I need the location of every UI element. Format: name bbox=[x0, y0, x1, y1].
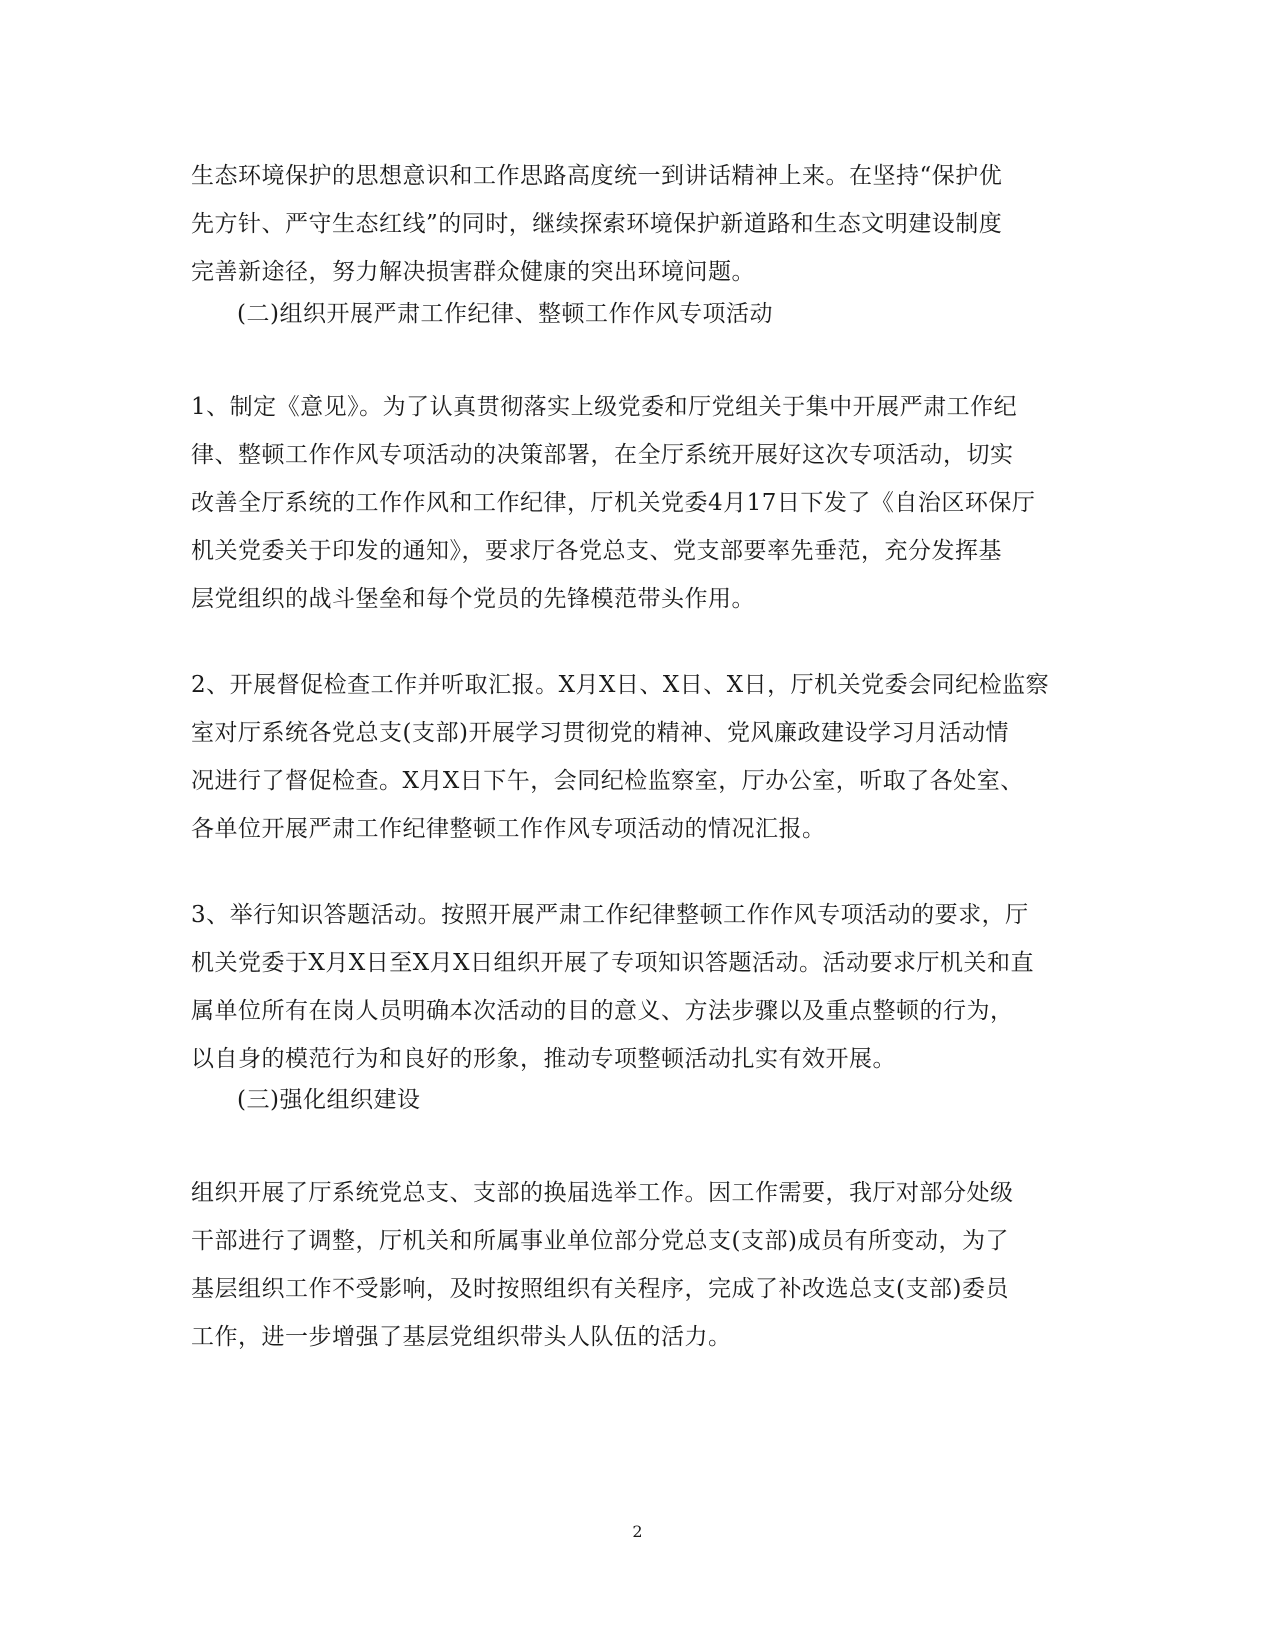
page-number: 2 bbox=[632, 1522, 643, 1541]
paragraph-line: 机关党委于X月X日至X月X日组织开展了专项知识答题活动。活动要求厅机关和直 bbox=[191, 950, 1034, 976]
paragraph-line: 属单位所有在岗人员明确本次活动的目的意义、方法步骤以及重点整顿的行为， bbox=[191, 998, 1014, 1024]
paragraph-line: 以自身的模范行为和良好的形象，推动专项整顿活动扎实有效开展。 bbox=[191, 1046, 896, 1072]
paragraph-line: 律、整顿工作作风专项活动的决策部署，在全厅系统开展好这次专项活动，切实 bbox=[191, 442, 1014, 468]
paragraph-line: 基层组织工作不受影响，及时按照组织有关程序，完成了补改选总支(支部)委员 bbox=[191, 1276, 1009, 1302]
item-1-paragraph bbox=[191, 383, 1071, 623]
paragraph-line: 层党组织的战斗堡垒和每个党员的先锋模范带头作用。 bbox=[191, 586, 755, 612]
paragraph-line: 3、举行知识答题活动。按照开展严肃工作纪律整顿工作作风专项活动的要求，厅 bbox=[191, 902, 1029, 928]
paragraph-line: 况进行了督促检查。X月X日下午，会同纪检监察室，厅办公室，听取了各处室、 bbox=[191, 768, 1024, 794]
item-3-paragraph bbox=[191, 891, 1071, 1083]
paragraph-line: 机关党委关于印发的通知》，要求厅各党总支、党支部要率先垂范，充分发挥基 bbox=[191, 538, 1002, 564]
paragraph-line: 室对厅系统各党总支(支部)开展学习贯彻党的精神、党风廉政建设学习月活动情 bbox=[191, 720, 1009, 746]
paragraph-line: 完善新途径，努力解决损害群众健康的突出环境问题。 bbox=[191, 259, 755, 285]
paragraph-line: 工作，进一步增强了基层党组织带头人队伍的活力。 bbox=[191, 1324, 732, 1350]
paragraph-line: 2、开展督促检查工作并听取汇报。X月X日、X日、X日，厅机关党委会同纪检监察 bbox=[191, 672, 1050, 698]
paragraph-line: 组织开展了厅系统党总支、支部的换届选举工作。因工作需要，我厅对部分处级 bbox=[191, 1180, 1014, 1206]
paragraph-line: 1、制定《意见》。为了认真贯彻落实上级党委和厅党组关于集中开展严肃工作纪 bbox=[191, 394, 1018, 420]
paragraph-line: 干部进行了调整，厅机关和所属事业单位部分党总支(支部)成员有所变动，为了 bbox=[191, 1228, 1009, 1254]
paragraph-line: 先方针、严守生态红线”的同时，继续探索环境保护新道路和生态文明建设制度 bbox=[191, 211, 1003, 237]
item-2-paragraph bbox=[191, 661, 1071, 853]
section-heading-2: (二)组织开展严肃工作纪律、整顿工作作风专项活动 bbox=[237, 301, 773, 327]
paragraph-line: 生态环境保护的思想意识和工作思路高度统一到讲话精神上来。在坚持“保护优 bbox=[191, 163, 1003, 189]
intro-paragraph bbox=[191, 152, 1071, 296]
paragraph-line: 各单位开展严肃工作纪律整顿工作作风专项活动的情况汇报。 bbox=[191, 816, 826, 842]
organization-paragraph bbox=[191, 1169, 1071, 1361]
section-heading-3: (三)强化组织建设 bbox=[237, 1087, 421, 1113]
paragraph-line: 改善全厅系统的工作作风和工作纪律，厅机关党委4月17日下发了《自治区环保厅 bbox=[191, 490, 1036, 516]
